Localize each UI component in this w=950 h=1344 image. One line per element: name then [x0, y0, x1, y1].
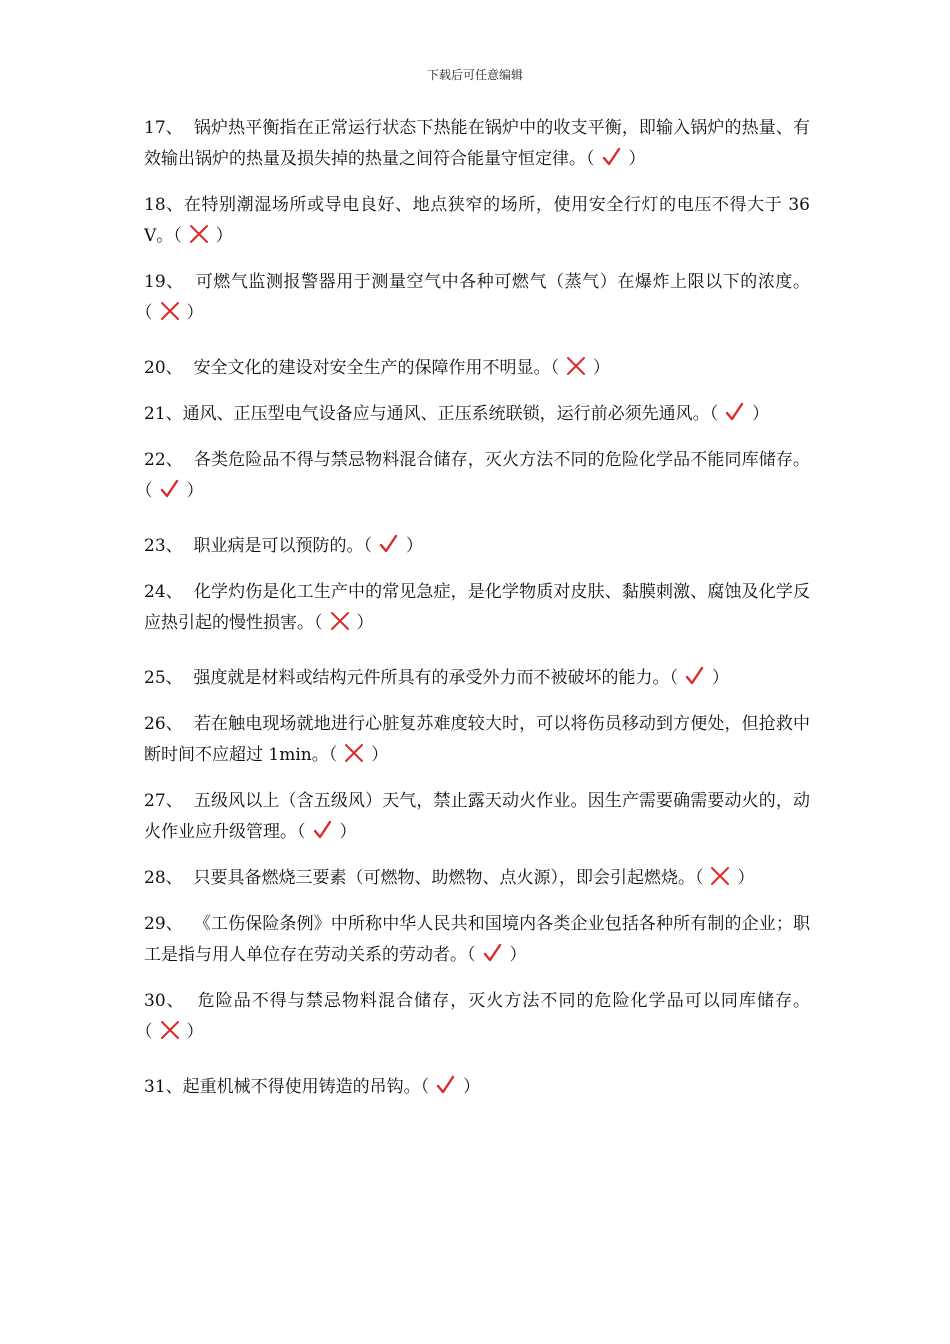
question-item	[144, 577, 810, 639]
answer-paren-close: ）	[186, 481, 204, 501]
answer-paren-close: ）	[356, 613, 374, 633]
check-mark-icon	[435, 1075, 457, 1095]
answer-paren-open: （	[144, 481, 153, 501]
answer-paren-open: （	[144, 303, 153, 323]
question-item	[144, 863, 810, 894]
answer-paren-close: ）	[711, 668, 729, 688]
check-mark-icon	[684, 666, 706, 686]
check-mark-icon	[724, 402, 746, 422]
answer-paren-close: ）	[592, 358, 610, 378]
answer-paren-open: （	[694, 868, 704, 888]
answer-paren-close: ）	[628, 149, 646, 169]
question-item	[144, 445, 810, 507]
question-text: 23、 职业病是可以预防的。	[144, 536, 364, 556]
question-item	[144, 1072, 810, 1103]
answer-paren-close: ）	[752, 404, 770, 424]
answer-paren-close: ）	[186, 303, 204, 323]
cross-mark-icon	[188, 224, 210, 244]
answer-paren-open: （	[297, 822, 306, 842]
answer-paren-open: （	[669, 668, 678, 688]
answer-paren-close: ）	[509, 945, 527, 965]
cross-mark-icon	[343, 743, 365, 763]
answer-paren-open: （	[328, 745, 338, 765]
page-header: 下载后可任意编辑	[426, 68, 523, 82]
check-mark-icon	[312, 820, 334, 840]
question-text: 22、 各类危险品不得与禁忌物料混合储存，灭火方法不同的危险化学品不能同库储存。	[144, 450, 810, 470]
cross-mark-icon	[159, 301, 181, 321]
question-item	[144, 986, 810, 1048]
question-text: 17、 锅炉热平衡指在正常运行状态下热能在锅炉中的收支平衡，即输入锅炉的热量、有效输出锅炉的热量及损失掉的热量之间符合能量守恒定律。	[144, 118, 810, 169]
question-text: 29、 《工伤保险条例》中所称中华人民共和国境内各类企业包括各种所有制的企业；职工是指与用人单位存在劳动关系的劳动者。	[144, 914, 810, 965]
answer-paren-open: （	[550, 358, 559, 378]
question-text: 26、 若在触电现场就地进行心脏复苏难度较大时，可以将伤员移动到方便处，但抢救中断时间不应超过 1min。	[144, 714, 810, 765]
question-item	[144, 267, 810, 329]
question-item	[144, 353, 810, 384]
question-item	[144, 113, 810, 175]
answer-paren-close: ）	[215, 226, 233, 246]
question-text: 20、 安全文化的建设对安全生产的保障作用不明显。	[144, 358, 551, 378]
question-text: 19、 可燃气监测报警器用于测量空气中各种可燃气（蒸气）在爆炸上限以下的浓度。	[144, 272, 810, 292]
question-item	[144, 399, 810, 430]
question-text: 18、在特别潮湿场所或导电良好、地点狭窄的场所，使用安全行灯的电压不得大于 36V。	[144, 195, 810, 246]
answer-paren-open: （	[467, 945, 476, 965]
answer-paren-open: （	[709, 404, 719, 424]
question-text: 28、 只要具备燃烧三要素（可燃物、助燃物、点火源），即会引起燃烧。	[144, 868, 695, 888]
question-text: 24、 化学灼伤是化工生产中的常见急症，是化学物质对皮肤、黏膜刺激、腐蚀及化学反应热引起的慢性损害。	[144, 582, 810, 633]
question-item	[144, 709, 810, 771]
question-item	[144, 786, 810, 848]
cross-mark-icon	[329, 611, 351, 631]
question-item	[144, 531, 810, 562]
cross-mark-icon	[565, 356, 587, 376]
question-item	[144, 663, 810, 694]
answer-paren-open: （	[144, 1022, 153, 1042]
question-item	[144, 190, 810, 252]
question-text: 31、起重机械不得使用铸造的吊钩。	[144, 1077, 421, 1097]
check-mark-icon	[601, 147, 623, 167]
question-text: 25、 强度就是材料或结构元件所具有的承受外力而不被破坏的能力。	[144, 668, 670, 688]
answer-paren-open: （	[420, 1077, 430, 1097]
check-mark-icon	[482, 943, 504, 963]
answer-paren-open: （	[586, 149, 595, 169]
check-mark-icon	[159, 479, 181, 499]
answer-paren-close: ）	[339, 822, 357, 842]
answer-paren-open: （	[314, 613, 323, 633]
answer-paren-close: ）	[737, 868, 755, 888]
answer-paren-open: （	[173, 226, 182, 246]
answer-paren-close: ）	[371, 745, 389, 765]
question-text: 30、 危险品不得与禁忌物料混合储存，灭火方法不同的危险化学品可以同库储存。	[144, 991, 810, 1011]
question-text: 27、 五级风以上（含五级风）天气，禁止露天动火作业。因生产需要确需要动火的，动火作业应升级管理。	[144, 791, 810, 842]
check-mark-icon	[378, 534, 400, 554]
cross-mark-icon	[159, 1020, 181, 1040]
answer-paren-close: ）	[186, 1022, 204, 1042]
cross-mark-icon	[709, 866, 731, 886]
question-list	[144, 113, 810, 1103]
answer-paren-close: ）	[405, 536, 423, 556]
question-text: 21、通风、正压型电气设备应与通风、正压系统联锁，运行前必须先通风。	[144, 404, 710, 424]
answer-paren-open: （	[363, 536, 372, 556]
answer-paren-close: ）	[463, 1077, 481, 1097]
question-item	[144, 909, 810, 971]
